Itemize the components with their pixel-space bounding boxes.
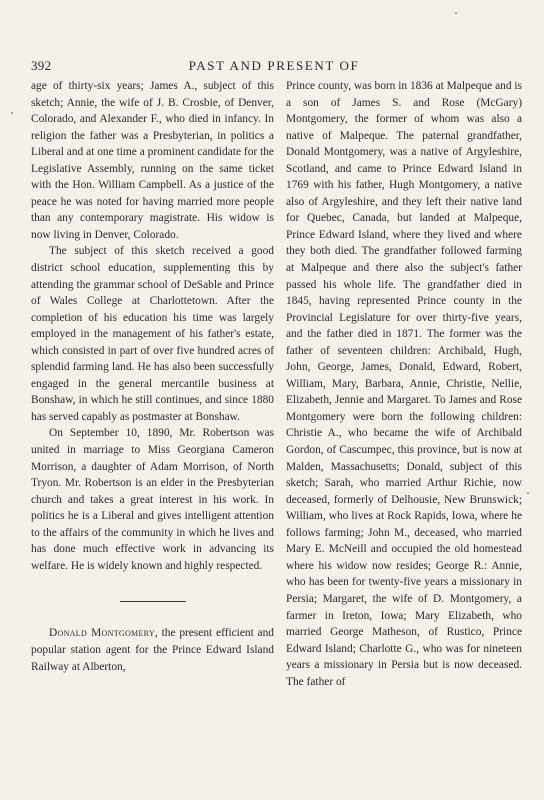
paragraph: age of thirty-six years; James A., subject of this sketch; Annie, the wife of J. B. Crosbie, of Denver, Colorado, and Alexander F., who died in infancy. In religion the father was a Presbyterian, in politics a Liberal and at one time a prominent candidate for the Legislative Assembly, running on the same ticket with the Hon. William Campbell. As a justice of the peace he was noted for having married more people than any contemporary magistrate. His widow is now living in Denver, Colorado.: [31, 80, 274, 241]
running-title: PAST AND PRESENT OF: [188, 58, 360, 73]
section-divider: [120, 601, 186, 602]
paragraph: [31, 625, 274, 675]
paper-speck: [455, 12, 457, 14]
subject-name: Donald Montgomery: [49, 627, 155, 640]
paper-speck: [527, 492, 529, 494]
paper-speck: [11, 112, 13, 114]
paragraph: Prince county, was born in 1836 at Malpeque and is a son of James S. and Rose (McGary) Montgomery, the former of whom was also a native of Malpeque. The paternal grandfather, Donald Montgomery, was a native of Argyleshire, Scotland, and came to Prince Edward Island in 1769 with his father, Hugh Montgomery, a native also of Argyleshire, and they left their native land for Quebec, Canada, but landed at Malpeque, Prince Edward Island, where they lived and where they both died. The grandfather followed farming at Malpeque and there also the subject's father passed his whole life. The grandfather died in 1845, having represented Prince county in the Provincial Legislature for over thirty-five years, and the father died in 1871. The former was the father of seventeen children: Archibald, Hugh, John, George, James, Donald, Edward, Robert, William, Mary, Barbara, Annie, Christie, Nellie, Elizabeth, Jennie and Margaret. To James and Rose Montgomery were born the following children: Christie A., who became the wife of Archibald Gordon, of Cascumpec, this province, but is now at Malden, Massachusetts; Donald, subject of this sketch; Sarah, who married Arthur Richie, now deceased, formerly of Delhousie, New Brunswick; William, who lives at Rock Rapids, Iowa, where he follows farming; John M., deceased, who married Mary E. McNeill and occupied the old homestead where his widow now resides; George R.: Annie, who has been for twenty-five years a missionary in Persia; Margaret, the wife of D. Montgomery, a farmer in Ireton, Iowa; Mary Elizabeth, who married George Matheson, of Rustico, Prince Edward Island; Charlotte G., who was for nineteen years a missionary in Persia but is now deceased. The father of: [286, 80, 522, 688]
paragraph: The subject of this sketch received a good district school education, supplementing this by attending the grammar school of DeSable and Prince of Wales College at Charlottetown. After the completion of his education his time was largely employed in the management of his father's estate, which consisted in part of over five hundred acres of splendid farming land. He has also been successfully engaged in the general mercantile business at Bonshaw, in which he still continues, and since 1880 has served capably as postmaster at Bonshaw.: [31, 245, 274, 423]
page-header: [31, 58, 517, 76]
page-number: 392: [31, 58, 52, 73]
left-column: [31, 78, 274, 675]
right-column: [286, 78, 522, 690]
paragraph: On September 10, 1890, Mr. Robertson was united in marriage to Miss Georgiana Cameron Morrison, a daughter of Adam Morrison, of North Tryon. Mr. Robertson is an elder in the Presbyterian church and takes a great interest in his work. In politics he is a Liberal and gives intelligent attention to the affairs of the community in which he lives and has done much effective work in advancing its welfare. He is widely known and highly respected.: [31, 427, 274, 572]
paragraph-text: , the present efficient and popular station agent for the Prince Edward Island Railway at Alberton,: [31, 627, 275, 673]
